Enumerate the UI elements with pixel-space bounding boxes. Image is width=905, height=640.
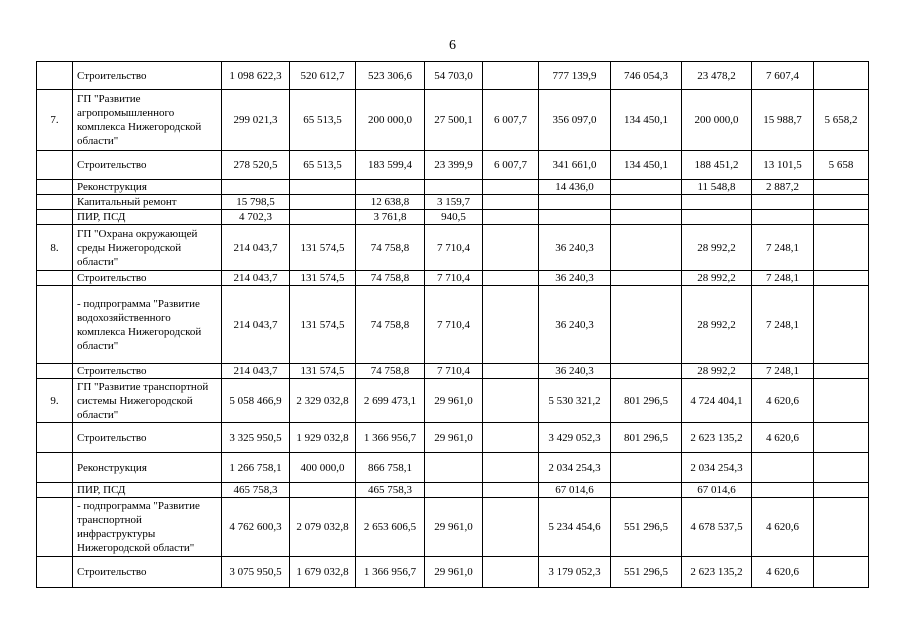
value-cell — [611, 210, 682, 225]
row-number — [37, 195, 73, 210]
value-cell — [611, 286, 682, 364]
row-number — [37, 557, 73, 588]
value-cell: 551 296,5 — [611, 557, 682, 588]
value-cell — [814, 379, 869, 423]
value-cell: 1 679 032,8 — [290, 557, 356, 588]
value-cell: 36 240,3 — [539, 225, 611, 271]
value-cell: 23 399,9 — [425, 151, 483, 180]
value-cell: 4 620,6 — [752, 498, 814, 557]
value-cell: 7 710,4 — [425, 271, 483, 286]
value-cell: 28 992,2 — [682, 364, 752, 379]
row-number — [37, 453, 73, 483]
value-cell — [814, 557, 869, 588]
value-cell: 866 758,1 — [356, 453, 425, 483]
value-cell: 28 992,2 — [682, 225, 752, 271]
table-row — [37, 423, 869, 453]
value-cell: 777 139,9 — [539, 62, 611, 90]
row-number — [37, 151, 73, 180]
value-cell — [483, 286, 539, 364]
value-cell: 15 798,5 — [222, 195, 290, 210]
row-name: ГП "Развитие транспортной системы Нижегородской области" — [73, 379, 222, 423]
value-cell: 134 450,1 — [611, 151, 682, 180]
row-number — [37, 286, 73, 364]
value-cell: 3 159,7 — [425, 195, 483, 210]
value-cell — [611, 271, 682, 286]
value-cell: 13 101,5 — [752, 151, 814, 180]
page-number: 6 — [449, 38, 456, 53]
value-cell: 54 703,0 — [425, 62, 483, 90]
value-cell: 7 248,1 — [752, 225, 814, 271]
value-cell — [752, 195, 814, 210]
value-cell: 3 075 950,5 — [222, 557, 290, 588]
value-cell: 74 758,8 — [356, 364, 425, 379]
value-cell: 4 620,6 — [752, 423, 814, 453]
value-cell: 801 296,5 — [611, 379, 682, 423]
value-cell — [290, 180, 356, 195]
value-cell: 28 992,2 — [682, 286, 752, 364]
value-cell: 3 761,8 — [356, 210, 425, 225]
row-name: - подпрограмма "Развитие транспортной инфраструктуры Нижегородской области" — [73, 498, 222, 557]
value-cell: 3 429 052,3 — [539, 423, 611, 453]
value-cell: 65 513,5 — [290, 151, 356, 180]
value-cell: 36 240,3 — [539, 286, 611, 364]
value-cell: 15 988,7 — [752, 90, 814, 151]
value-cell: 1 366 956,7 — [356, 557, 425, 588]
value-cell: 465 758,3 — [356, 483, 425, 498]
value-cell: 1 098 622,3 — [222, 62, 290, 90]
value-cell: 7 248,1 — [752, 364, 814, 379]
value-cell: 746 054,3 — [611, 62, 682, 90]
value-cell: 341 661,0 — [539, 151, 611, 180]
value-cell: 214 043,7 — [222, 286, 290, 364]
value-cell: 2 699 473,1 — [356, 379, 425, 423]
row-name: Реконструкция — [73, 180, 222, 195]
value-cell: 188 451,2 — [682, 151, 752, 180]
value-cell — [483, 483, 539, 498]
value-cell — [814, 423, 869, 453]
value-cell: 11 548,8 — [682, 180, 752, 195]
budget-table — [36, 61, 869, 588]
value-cell — [539, 195, 611, 210]
value-cell: 6 007,7 — [483, 90, 539, 151]
value-cell — [752, 210, 814, 225]
table-row — [37, 271, 869, 286]
value-cell: 7 248,1 — [752, 271, 814, 286]
table-row — [37, 379, 869, 423]
table-row — [37, 225, 869, 271]
value-cell: 2 887,2 — [752, 180, 814, 195]
value-cell: 2 034 254,3 — [682, 453, 752, 483]
value-cell — [483, 225, 539, 271]
value-cell: 2 653 606,5 — [356, 498, 425, 557]
value-cell — [814, 453, 869, 483]
value-cell — [483, 364, 539, 379]
row-name: Строительство — [73, 364, 222, 379]
value-cell: 5 234 454,6 — [539, 498, 611, 557]
value-cell: 7 710,4 — [425, 286, 483, 364]
value-cell: 3 325 950,5 — [222, 423, 290, 453]
row-name: Капитальный ремонт — [73, 195, 222, 210]
value-cell: 7 710,4 — [425, 225, 483, 271]
table-row — [37, 286, 869, 364]
value-cell — [483, 453, 539, 483]
value-cell: 74 758,8 — [356, 225, 425, 271]
value-cell — [611, 364, 682, 379]
value-cell: 67 014,6 — [539, 483, 611, 498]
value-cell — [356, 180, 425, 195]
value-cell: 29 961,0 — [425, 423, 483, 453]
value-cell: 74 758,8 — [356, 271, 425, 286]
value-cell: 801 296,5 — [611, 423, 682, 453]
value-cell — [483, 423, 539, 453]
value-cell — [611, 225, 682, 271]
row-number: 9. — [37, 379, 73, 423]
value-cell: 214 043,7 — [222, 225, 290, 271]
value-cell: 134 450,1 — [611, 90, 682, 151]
value-cell: 29 961,0 — [425, 498, 483, 557]
value-cell: 200 000,0 — [356, 90, 425, 151]
row-name: Строительство — [73, 423, 222, 453]
value-cell — [222, 180, 290, 195]
table-row — [37, 557, 869, 588]
value-cell: 4 702,3 — [222, 210, 290, 225]
value-cell: 200 000,0 — [682, 90, 752, 151]
value-cell — [483, 379, 539, 423]
value-cell: 5 658,2 — [814, 90, 869, 151]
value-cell: 183 599,4 — [356, 151, 425, 180]
value-cell — [483, 271, 539, 286]
value-cell — [752, 483, 814, 498]
value-cell: 36 240,3 — [539, 364, 611, 379]
row-name: - подпрограмма "Развитие водохозяйственного комплекса Нижегородской области" — [73, 286, 222, 364]
value-cell — [539, 210, 611, 225]
table-row — [37, 180, 869, 195]
value-cell — [814, 286, 869, 364]
value-cell — [814, 271, 869, 286]
value-cell: 27 500,1 — [425, 90, 483, 151]
value-cell: 131 574,5 — [290, 225, 356, 271]
value-cell: 131 574,5 — [290, 364, 356, 379]
table-row — [37, 62, 869, 90]
value-cell: 214 043,7 — [222, 271, 290, 286]
value-cell: 2 623 135,2 — [682, 557, 752, 588]
value-cell: 4 678 537,5 — [682, 498, 752, 557]
table-row — [37, 195, 869, 210]
row-number — [37, 62, 73, 90]
table-row — [37, 498, 869, 557]
value-cell: 29 961,0 — [425, 379, 483, 423]
value-cell — [814, 498, 869, 557]
value-cell — [483, 180, 539, 195]
row-name: ГП "Развитие агропромышленного комплекса Нижегородской области" — [73, 90, 222, 151]
value-cell: 520 612,7 — [290, 62, 356, 90]
value-cell: 23 478,2 — [682, 62, 752, 90]
value-cell — [682, 195, 752, 210]
value-cell: 278 520,5 — [222, 151, 290, 180]
value-cell: 1 366 956,7 — [356, 423, 425, 453]
row-number — [37, 364, 73, 379]
row-name: Реконструкция — [73, 453, 222, 483]
value-cell: 131 574,5 — [290, 286, 356, 364]
value-cell — [483, 210, 539, 225]
value-cell: 12 638,8 — [356, 195, 425, 210]
value-cell — [425, 453, 483, 483]
value-cell — [483, 557, 539, 588]
value-cell: 4 620,6 — [752, 379, 814, 423]
row-number — [37, 271, 73, 286]
value-cell — [814, 225, 869, 271]
value-cell — [483, 62, 539, 90]
value-cell — [752, 453, 814, 483]
value-cell: 400 000,0 — [290, 453, 356, 483]
value-cell — [814, 364, 869, 379]
value-cell — [425, 180, 483, 195]
value-cell — [814, 62, 869, 90]
row-number — [37, 498, 73, 557]
row-name: ПИР, ПСД — [73, 210, 222, 225]
table-row — [37, 364, 869, 379]
value-cell — [290, 195, 356, 210]
value-cell — [611, 483, 682, 498]
value-cell — [814, 210, 869, 225]
value-cell: 2 623 135,2 — [682, 423, 752, 453]
value-cell: 4 724 404,1 — [682, 379, 752, 423]
value-cell: 67 014,6 — [682, 483, 752, 498]
value-cell — [290, 210, 356, 225]
value-cell: 2 079 032,8 — [290, 498, 356, 557]
row-number: 8. — [37, 225, 73, 271]
value-cell — [290, 483, 356, 498]
value-cell: 5 658 — [814, 151, 869, 180]
value-cell — [425, 483, 483, 498]
value-cell: 5 530 321,2 — [539, 379, 611, 423]
value-cell — [611, 453, 682, 483]
value-cell: 29 961,0 — [425, 557, 483, 588]
value-cell: 74 758,8 — [356, 286, 425, 364]
row-name: Строительство — [73, 271, 222, 286]
row-number — [37, 423, 73, 453]
value-cell — [814, 483, 869, 498]
row-number — [37, 483, 73, 498]
value-cell: 131 574,5 — [290, 271, 356, 286]
value-cell: 7 607,4 — [752, 62, 814, 90]
value-cell: 7 710,4 — [425, 364, 483, 379]
value-cell: 551 296,5 — [611, 498, 682, 557]
row-name: ГП "Охрана окружающей среды Нижегородской области" — [73, 225, 222, 271]
table-row — [37, 151, 869, 180]
value-cell: 1 266 758,1 — [222, 453, 290, 483]
value-cell: 214 043,7 — [222, 364, 290, 379]
table-row — [37, 483, 869, 498]
row-name: ПИР, ПСД — [73, 483, 222, 498]
value-cell: 465 758,3 — [222, 483, 290, 498]
table-row — [37, 453, 869, 483]
value-cell: 940,5 — [425, 210, 483, 225]
value-cell: 2 034 254,3 — [539, 453, 611, 483]
value-cell: 5 058 466,9 — [222, 379, 290, 423]
row-name: Строительство — [73, 557, 222, 588]
row-number — [37, 210, 73, 225]
table-row — [37, 90, 869, 151]
row-name: Строительство — [73, 151, 222, 180]
value-cell: 4 762 600,3 — [222, 498, 290, 557]
value-cell: 299 021,3 — [222, 90, 290, 151]
value-cell: 36 240,3 — [539, 271, 611, 286]
value-cell: 6 007,7 — [483, 151, 539, 180]
row-number — [37, 180, 73, 195]
value-cell: 4 620,6 — [752, 557, 814, 588]
value-cell: 65 513,5 — [290, 90, 356, 151]
row-name: Строительство — [73, 62, 222, 90]
value-cell — [814, 195, 869, 210]
value-cell: 523 306,6 — [356, 62, 425, 90]
value-cell — [483, 195, 539, 210]
value-cell: 1 929 032,8 — [290, 423, 356, 453]
value-cell — [483, 498, 539, 557]
value-cell — [814, 180, 869, 195]
value-cell — [611, 195, 682, 210]
value-cell — [611, 180, 682, 195]
value-cell: 28 992,2 — [682, 271, 752, 286]
value-cell: 2 329 032,8 — [290, 379, 356, 423]
value-cell: 3 179 052,3 — [539, 557, 611, 588]
value-cell: 356 097,0 — [539, 90, 611, 151]
value-cell: 7 248,1 — [752, 286, 814, 364]
row-number: 7. — [37, 90, 73, 151]
value-cell: 14 436,0 — [539, 180, 611, 195]
value-cell — [682, 210, 752, 225]
table-row — [37, 210, 869, 225]
